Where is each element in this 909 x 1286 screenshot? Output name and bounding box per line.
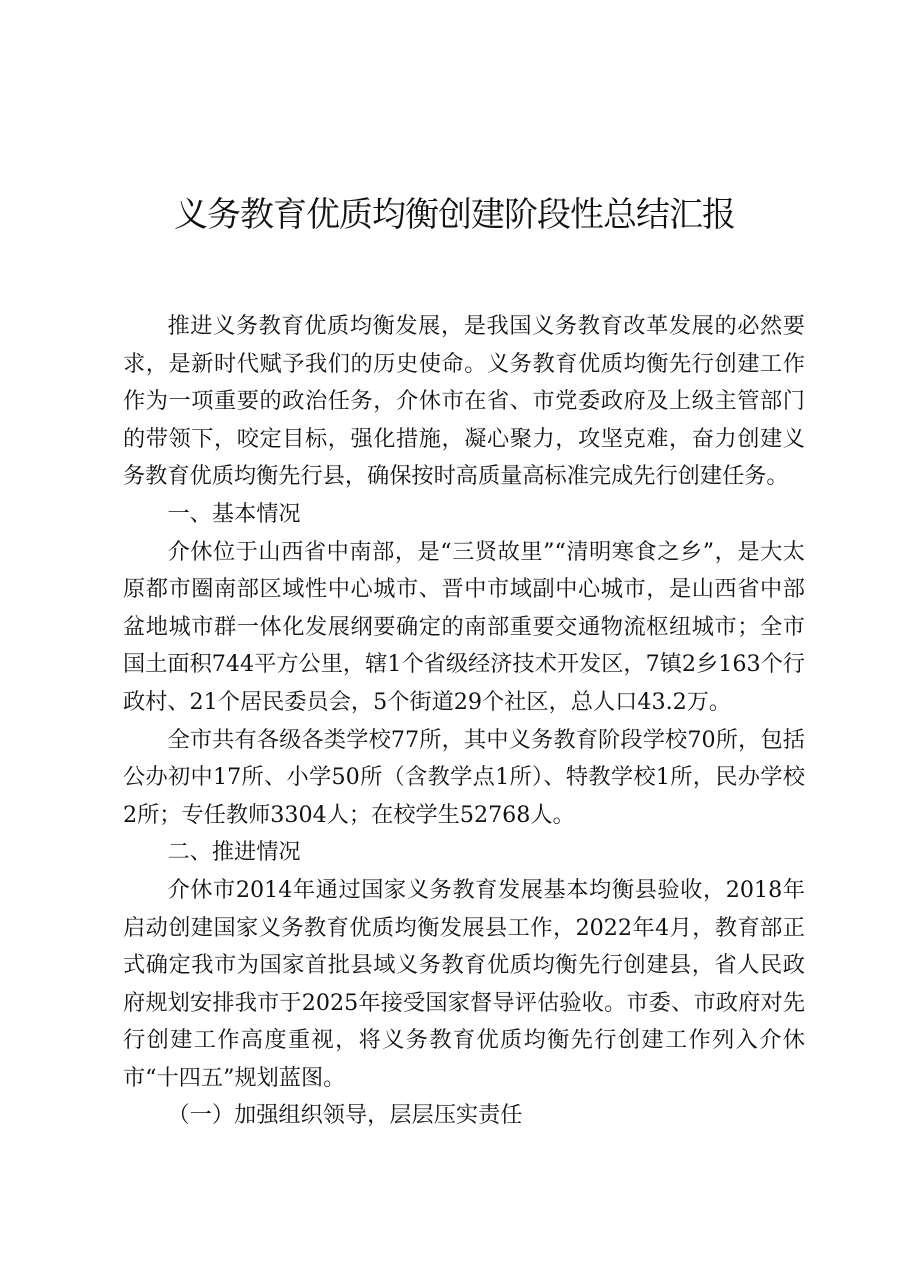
document-title: 义务教育优质均衡创建阶段性总结汇报 [174, 195, 735, 235]
section-heading-basic: 一、基本情况 [167, 500, 301, 527]
basic-info-paragraph: 介休位于山西省中南部，是“三贤故里”“清明寒食之乡”，是大太原都市圈南部区域性中心城市、晋中市域副中心城市，是山西省中部盆地城市群一体化发展纲要确定的南部重要交通物流枢纽城市；全市国土面积744平方公里，辖1个省级经济技术开发区，7镇2乡163个行政村、21个居民委员会，5个街道29个社区，总人口43.2万。 [123, 538, 805, 715]
section-heading-progress: 二、推进情况 [167, 839, 301, 866]
document-body [123, 308, 805, 1135]
intro-paragraph: 推进义务教育优质均衡发展，是我国义务教育改革发展的必然要求，是新时代赋予我们的历史使命。义务教育优质均衡先行创建工作作为一项重要的政治任务，介休市在省、市党委政府及上级主管部门的带领下，咬定目标，强化措施，凝心聚力，攻坚克难，奋力创建义务教育优质均衡先行县，确保按时高质量高标准完成先行创建任务。 [123, 313, 805, 490]
progress-paragraph: 介休市2014年通过国家义务教育发展基本均衡县验收，2018年启动创建国家义务教育优质均衡发展县工作，2022年4月，教育部正式确定我市为国家首批县域义务教育优质均衡先行创建县，省人民政府规划安排我市于2025年接受国家督导评估验收。市委、市政府对先行创建工作高度重视，将义务教育优质均衡先行创建工作列入介休市“十四五”规划蓝图。 [123, 876, 805, 1091]
schools-paragraph: 全市共有各级各类学校77所，其中义务教育阶段学校70所，包括公办初中17所、小学50所（含教学点1所）、特教学校1所，民办学校2所；专任教师3304人；在校学生52768人。 [123, 726, 805, 828]
subsection-heading-leadership: （一）加强组织领导，层层压实责任 [167, 1102, 523, 1129]
